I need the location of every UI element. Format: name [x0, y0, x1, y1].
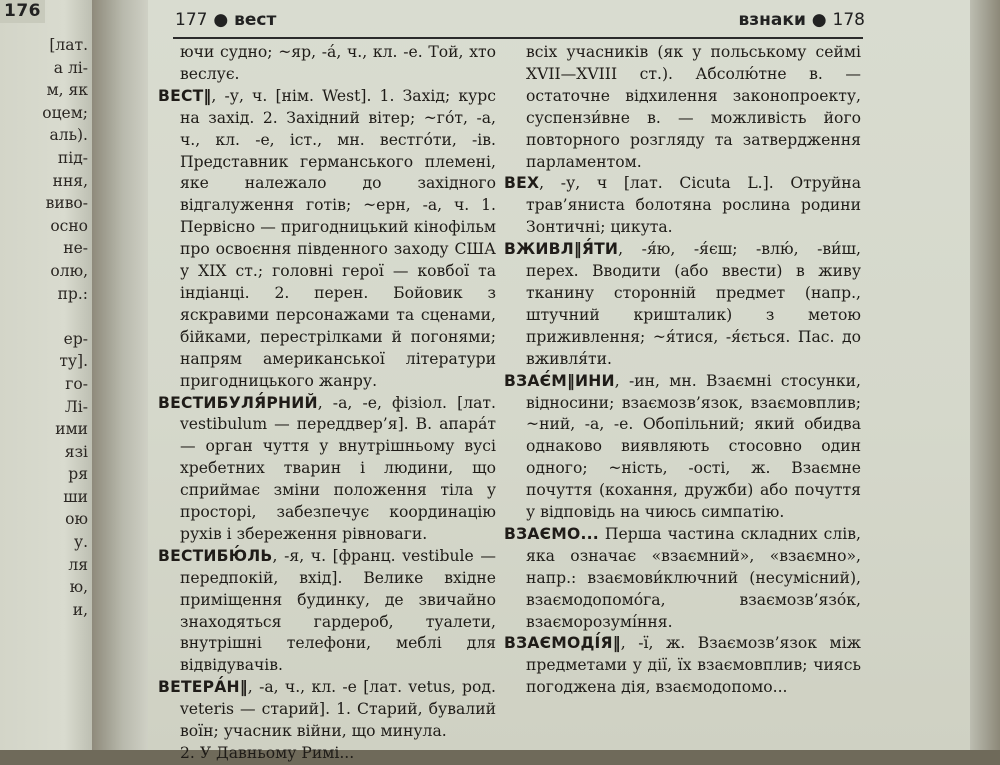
entry-vestibuliarnyi — [158, 393, 496, 546]
left-page-line: м, як — [46, 81, 88, 100]
page-edge — [970, 0, 1000, 750]
entry-continuation — [504, 42, 861, 173]
left-page-line: го- — [65, 374, 88, 393]
left-page-line: а лі- — [53, 58, 88, 77]
entry-text: , -я, ч. [франц. vestibule — передпокій, вхід]. Велике вхідне приміщення будинку, де звичайно знаходяться гардероб, туалети, внутрішні телефони, меблі для відвідувачів. — [180, 546, 496, 675]
headword: ВЕСТ‖ — [158, 86, 212, 105]
left-page-line: ер- — [63, 329, 88, 348]
page-header — [148, 10, 970, 34]
entry-continuation — [158, 42, 496, 86]
entry-cut-off — [158, 743, 496, 765]
book-gutter — [92, 0, 148, 750]
left-page-text — [42, 34, 88, 621]
left-page-line: олю, — [50, 261, 88, 280]
headword: ВЕСТИБЮ́ЛЬ — [158, 546, 273, 565]
entry-text: , -у, ч. [нім. West]. 1. Захід; курс на захід. 2. Західний вітер; ~го́т, -а, ч., кл. -е, іст., мн. вестго́ти, -ів. Представник германського племені, яке належало до західного відгалуження готів; ~ерн, -а, ч. 1. Первісно — пригодницький кінофільм про освоєння південного заходу США у XIX ст.; головні герої — ковбої та індіанці. 2. перен. Бойовик з яскравими персонажами та сценами, бійками, перестрілками й погонями; напрям американської літератури пригодницького жанру. — [180, 86, 496, 390]
header-page-number-right: 178 — [832, 10, 865, 30]
entry-vest — [158, 86, 496, 393]
left-page-line: ля — [68, 555, 88, 574]
entry-vzhyvliaty — [504, 239, 861, 370]
entry-vzaiemyny — [504, 371, 861, 524]
column-left — [158, 42, 496, 765]
left-page-line: язі — [64, 442, 88, 461]
headword: ВЗАЄМО... — [504, 524, 599, 543]
left-page-line: виво- — [45, 194, 88, 213]
entry-text: , -я́ю, -я́єш; -влю́, -ви́ш, перех. Вводити (або ввести) в живу тканину сторонній предмет (напр., штучний кришталик) з метою приживлення; ~я́тися, -я́ється. Пас. до вживля́ти. — [526, 240, 861, 368]
entry-text: ючи судно; ~яр, -а́, ч., кл. -е. Той, хто веслує. — [180, 43, 496, 83]
entry-text: , -у, ч [лат. Cicuta L.]. Отруйна трав’яниста болотяна рослина родини Зонтичні; цикута. — [526, 174, 861, 237]
left-page-line: и, — [72, 600, 88, 619]
column-right — [504, 42, 861, 699]
entry-text: , -ин, мн. Взаємні стосунки, відносини; взаємозв’язок, взаємовплив; ~ний, -а, -е. Обопільний; який обидва однаково виявляють стосовно один одного; ~ність, -ості, ж. Взаємне почуття (кохання, дружби) або почуття у відповідь на чиюсь симпатію. — [526, 371, 861, 522]
entry-vzaiemo — [504, 524, 861, 634]
entry-text: 2. У Давньому Римі... — [180, 744, 355, 762]
left-page-line — [42, 305, 88, 328]
left-page-line: оцем; — [42, 103, 88, 122]
left-page-strip — [0, 0, 92, 750]
left-page-line: ря — [68, 465, 88, 484]
left-page-line: ою — [65, 510, 88, 529]
headword: ВЗАЄМОДІ́Я‖ — [504, 634, 621, 653]
entry-text: , -а, -е, фізіол. [лат. vestibulum — переддвер’я]. В. апара́т — орган чуття у внутрішньому вусі хребетних тварин і людини, що сприймає зміни положення тіла у просторі, забезпечує координацію рухів і збереження рівноваги. — [180, 393, 496, 543]
entry-vzaiemodiia — [504, 633, 861, 699]
header-guide-word-right: взнаки — [738, 10, 806, 30]
left-page-line: пр.: — [57, 284, 88, 303]
left-page-line: під- — [57, 148, 88, 167]
left-page-line: у. — [73, 533, 88, 552]
header-left — [175, 10, 276, 30]
dictionary-page — [148, 0, 970, 762]
bullet-icon: ● — [811, 10, 833, 30]
entry-vekh — [504, 173, 861, 239]
entry-veteran — [158, 677, 496, 743]
headword: ВЗАЄ́М‖ИНИ — [504, 371, 615, 390]
bullet-icon: ● — [213, 10, 235, 30]
headword: ВЖИВЛ‖Я́ТИ — [504, 240, 619, 259]
header-page-number-left: 177 — [175, 10, 208, 30]
header-rule — [173, 37, 863, 39]
headword: ВЕХ — [504, 174, 540, 193]
left-page-number: 176 — [0, 0, 45, 23]
headword: ВЕСТИБУЛЯ́РНИЙ — [158, 393, 318, 412]
entry-text: , -а, ч., кл. -е [лат. vetus, род. veteris — старий]. 1. Старий, бувалий воїн; учасник війни, що минула. — [180, 678, 496, 741]
left-page-line: ши — [63, 487, 88, 506]
header-right — [739, 10, 865, 30]
left-page-line: не- — [63, 239, 88, 258]
entry-text: , -ї, ж. Взаємозв’язок між предметами у дії, їх взаємовплив; чиясь погоджена дія, взаємодопомо... — [526, 634, 861, 697]
left-page-line: ту]. — [59, 352, 88, 371]
left-page-line: аль). — [49, 126, 88, 145]
header-guide-word-left: вест — [234, 10, 277, 30]
left-page-line: ими — [55, 420, 88, 439]
left-page-line: [лат. — [49, 36, 88, 54]
left-page-line: осно — [50, 216, 88, 235]
entry-vestibiul — [158, 546, 496, 677]
entry-text: Перша частина складних слів, яка означає «взаємний», «взаємно», напр.: взаємови́ключний (несумісний), взаємодопомо́га, взаємозв’язо́к, взаєморозумі́ння. — [526, 524, 861, 631]
left-page-line: ння, — [52, 171, 88, 190]
left-page-line: ю, — [69, 578, 88, 597]
entry-text: всіх учасників (як у польському сеймі XVII—XVIII ст.). Абсолю́тне в. — остаточне відхилення законопроекту, суспензи́вне в. — можливість його повторного розгляду та затвердження парламентом. — [526, 43, 861, 171]
left-page-line: Лі- — [64, 397, 88, 416]
headword: ВЕТЕРА́Н‖ — [158, 678, 248, 697]
